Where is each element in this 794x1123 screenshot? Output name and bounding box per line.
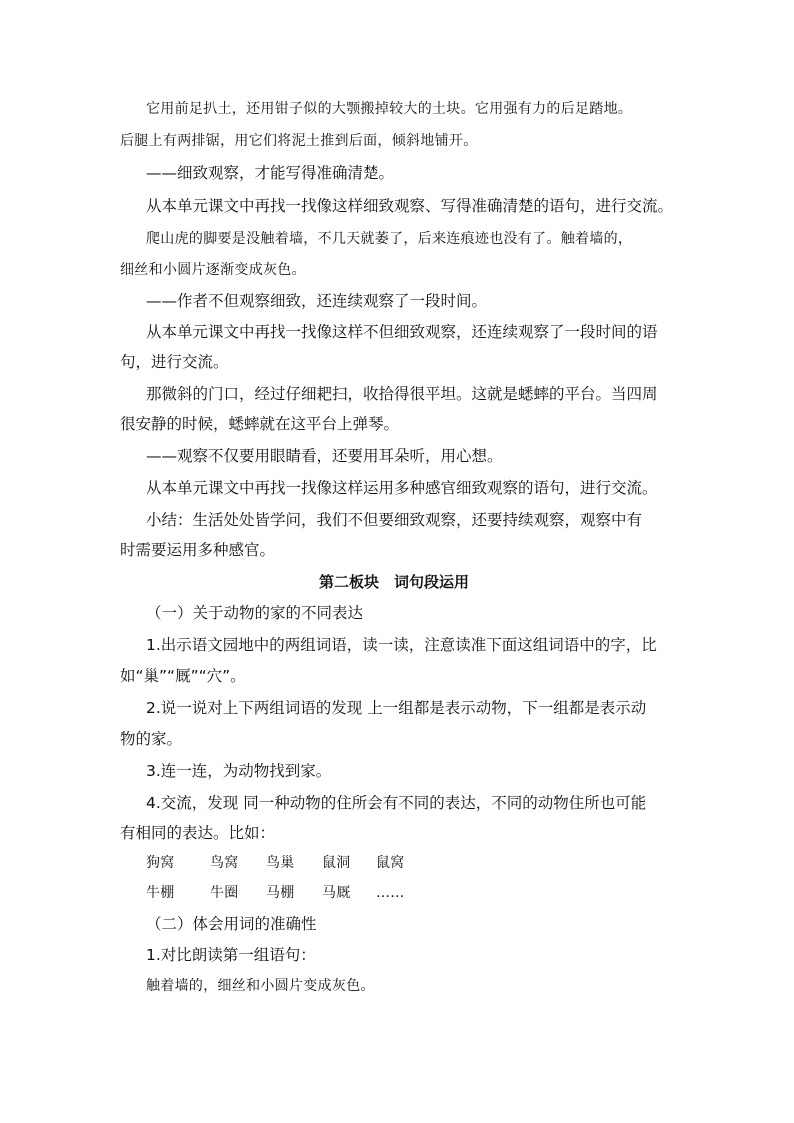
quote-line: 爬山虎的脚要是没触着墙，不几天就萎了，后来连痕迹也没有了。触着墙的，: [146, 231, 633, 247]
word: 牛圈: [210, 885, 239, 901]
list-item: 物的家。: [120, 730, 183, 748]
list-item: 4.交流，发现 同一种动物的住所会有不同的表达，不同的动物住所也可能: [146, 794, 647, 812]
list-item: 2.说一说对上下两组词语的发现 上一组都是表示动物，下一组都是表示动: [146, 699, 647, 717]
word-row: [146, 883, 405, 903]
word: 马棚: [266, 885, 295, 901]
word: 牛棚: [146, 885, 175, 901]
word-row: [146, 853, 405, 873]
word: 马厩: [322, 885, 351, 901]
subsection-heading: （二）体会用词的准确性: [146, 915, 317, 933]
comment-line: ——细致观察，才能写得准确清楚。: [146, 164, 395, 182]
quote-line: 细丝和小圆片逐渐变成灰色。: [120, 262, 306, 278]
body-line: 从本单元课文中再找一找像这样运用多种感官细致观察的语句，进行交流。: [146, 479, 658, 497]
subsection-heading: （一）关于动物的家的不同表达: [146, 604, 364, 622]
word: 鼠窝: [376, 855, 405, 871]
list-item: 3.连一连，为动物找到家。: [146, 762, 332, 780]
summary-line: 时需要运用多种感官。: [120, 541, 276, 559]
quote-line: 它用前足扒土，还用钳子似的大颚搬掉较大的土块。它用强有力的后足踏地。: [146, 101, 633, 117]
body-line: 从本单元课文中再找一找像这样不但细致观察，还连续观察了一段时间的语: [146, 323, 658, 341]
word: 狗窝: [146, 855, 175, 871]
list-item: 有相同的表达。比如：: [120, 824, 276, 842]
list-item: 1.对比朗读第一组语句：: [146, 946, 316, 964]
section-title: 第二板块 词句段运用: [319, 573, 470, 591]
quote-line: 后腿上有两排锯，用它们将泥土推到后面，倾斜地铺开。: [120, 133, 478, 149]
body-line: 那微斜的门口，经过仔细耙扫，收拾得很平坦。这就是蟋蟀的平台。当四周: [146, 385, 658, 403]
word: 鸟窝: [210, 855, 239, 871]
comment-line: ——作者不但观察细致，还连续观察了一段时间。: [146, 292, 488, 310]
word: 鼠洞: [322, 855, 351, 871]
body-line: 很安静的时候，蟋蟀就在这平台上弹琴。: [120, 415, 400, 433]
list-item: 1.出示语文园地中的两组词语，读一读，注意读准下面这组词语中的字，比: [146, 636, 657, 654]
body-line: 从本单元课文中再找一找像这样细致观察、写得准确清楚的语句，进行交流。: [146, 197, 674, 215]
body-line: 句，进行交流。: [120, 353, 229, 371]
summary-line: 小结：生活处处皆学问，我们不但要细致观察，还要持续观察，观察中有: [146, 511, 643, 529]
word: ……: [376, 885, 405, 901]
comment-line: ——观察不仅要用眼睛看，还要用耳朵听，用心想。: [146, 447, 503, 465]
quote-line: 触着墙的，细丝和小圆片变成灰色。: [146, 978, 375, 994]
list-item: 如“巢”“厩”“穴”。: [120, 667, 246, 685]
word: 鸟巢: [266, 855, 295, 871]
